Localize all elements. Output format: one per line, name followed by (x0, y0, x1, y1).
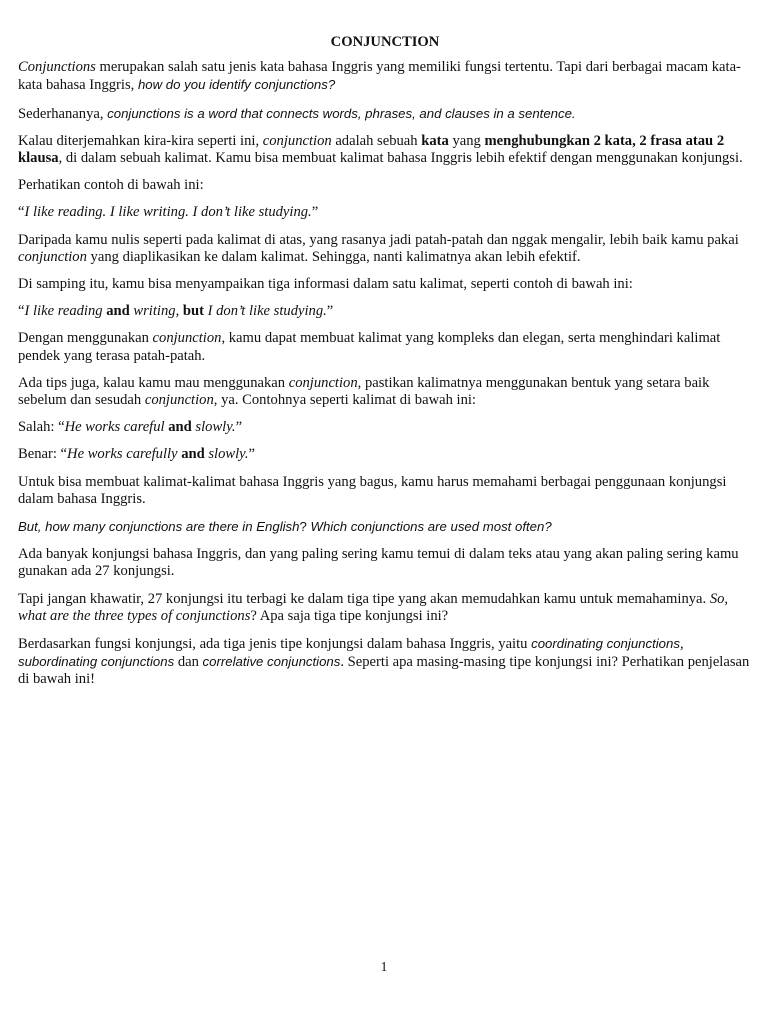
text-span: Daripada kamu nulis seperti pada kalimat di atas, yang rasanya jadi patah-patah dan nggak mengalir, lebih baik kamu pakai (18, 231, 739, 248)
document-title: CONJUNCTION (330, 34, 440, 50)
text-span: Berdasarkan fungsi konjungsi, ada tiga jenis tipe konjungsi dalam bahasa Inggris, yaitu (18, 636, 532, 653)
text-bold: but (182, 303, 204, 320)
text-italic: Conjunctions (18, 59, 96, 76)
text-bold: and (181, 446, 205, 463)
text-span: , ya. Contohnya seperti kalimat di bawah ini: (213, 392, 476, 409)
text-italic: writing, (129, 303, 183, 320)
text-span: , di dalam sebuah kalimat. Kamu bisa membuat kalimat bahasa Inggris lebih efektif dengan menggunakan konjungsi. (58, 150, 743, 167)
text-span: Ada tips juga, kalau kamu mau menggunakan (18, 374, 289, 391)
text-italic: So, what are the three types of conjunctions (18, 590, 729, 624)
text-italic: conjunction (18, 248, 87, 265)
text-bold: and (106, 303, 130, 320)
paragraph-benefit (18, 330, 752, 364)
text-span: “ (18, 204, 25, 221)
text-span: dan (174, 654, 203, 671)
text-span: adalah sebuah (331, 132, 422, 149)
text-span: “ (18, 303, 25, 320)
text-italic: how do you identify conjunctions? (137, 77, 336, 93)
page-number: 1 (380, 959, 388, 974)
text-italic: subordinating conjunctions (18, 654, 175, 670)
text-span: Salah: “ (18, 419, 65, 436)
text-span: Tapi jangan khawatir, 27 konjungsi itu terbagi ke dalam tiga tipe yang akan memudahkan kamu untuk memahaminya. (18, 590, 710, 607)
text-italic: Which conjunctions are used most often? (310, 519, 552, 535)
text-span: ” (248, 446, 255, 463)
text-italic: He works careful (64, 419, 169, 436)
text-italic: I don’t like studying. (203, 303, 327, 320)
text-span: ” (326, 303, 334, 320)
text-span: Kalau diterjemahkan kira-kira seperti ini, (18, 132, 263, 149)
paragraph-wrong-example (18, 419, 752, 436)
text-span: , pastikan kalimatnya menggunakan bentuk yang setara baik sebelum dan sesudah (18, 374, 710, 409)
text-span: ” (235, 419, 243, 436)
text-span: ? Apa saja tiga tipe konjungsi ini? (250, 607, 449, 624)
text-bold: kata (421, 132, 449, 149)
paragraph-translation (18, 133, 752, 167)
text-span: . Seperti apa masing-masing tipe konjungsi ini? Perhatikan penjelasan di bawah ini! (18, 654, 750, 688)
text-italic: But, how many conjunctions are there in English (18, 519, 300, 535)
text-span: , (679, 636, 684, 653)
text-span: , kamu dapat membuat kalimat yang kompleks dan elegan, serta menghindari kalimat pendek yang terasa patah-patah. (18, 330, 721, 364)
text-italic: conjunctions is a word that connects words, phrases, and clauses in a sentence. (107, 105, 576, 121)
paragraph-count: Ada banyak konjungsi bahasa Inggris, dan yang paling sering kamu temui di dalam teks atau yang akan paling sering kamu gunakan ada 27 konjungsi. (18, 546, 739, 580)
text-italic: slowly. (191, 419, 236, 436)
text-span: Dengan menggunakan (18, 330, 153, 347)
paragraph-correct-example (18, 446, 752, 463)
paragraph-usage: Untuk bisa membuat kalimat-kalimat bahasa Inggris yang bagus, kamu harus memahami berbagai penggunaan konjungsi dalam bahasa Inggris. (18, 473, 727, 507)
text-span: merupakan salah satu jenis kata bahasa Inggris yang memiliki fungsi tertentu. Tapi dari berbagai macam kata-kata bahasa Inggris, (18, 59, 741, 94)
text-span: yang (448, 132, 485, 149)
text-italic: I like reading. I like writing. I don’t like studying. (24, 204, 312, 221)
text-bold: and (168, 419, 192, 436)
text-italic: conjunction (144, 392, 214, 409)
paragraph-definition (18, 105, 752, 123)
paragraph-question (18, 518, 752, 536)
paragraph-intro (18, 59, 752, 94)
paragraph-three-info: Di samping itu, kamu bisa menyampaikan tiga informasi dalam satu kalimat, seperti contoh di bawah ini: (18, 276, 633, 293)
text-italic: coordinating conjunctions (531, 636, 680, 652)
text-italic: I like reading (24, 303, 107, 320)
text-italic: correlative conjunctions (202, 654, 341, 670)
text-span: Sederhananya, (18, 105, 108, 122)
document-page (18, 34, 752, 699)
text-italic: conjunction (262, 132, 332, 149)
paragraph-types-question (18, 591, 752, 625)
text-bold: menghubungkan 2 kata, 2 frasa atau 2 klausa (18, 132, 725, 167)
paragraph-example-1 (18, 204, 752, 221)
text-span: yang diaplikasikan ke dalam kalimat. Sehingga, nanti kalimatnya akan lebih efektif. (86, 248, 581, 265)
text-italic: slowly. (204, 446, 249, 463)
paragraph-explanation (18, 232, 752, 266)
text-span: ? (299, 519, 311, 535)
text-italic: conjunction (288, 374, 358, 391)
text-italic: conjunction (152, 330, 222, 347)
text-italic: He works carefully (67, 446, 182, 463)
text-span: Benar: “ (18, 446, 68, 463)
paragraph-types (18, 635, 752, 689)
paragraph-example-lead: Perhatikan contoh di bawah ini: (18, 177, 204, 194)
paragraph-example-2 (18, 303, 752, 320)
paragraph-tips (18, 375, 752, 409)
text-span: ” (311, 204, 319, 221)
